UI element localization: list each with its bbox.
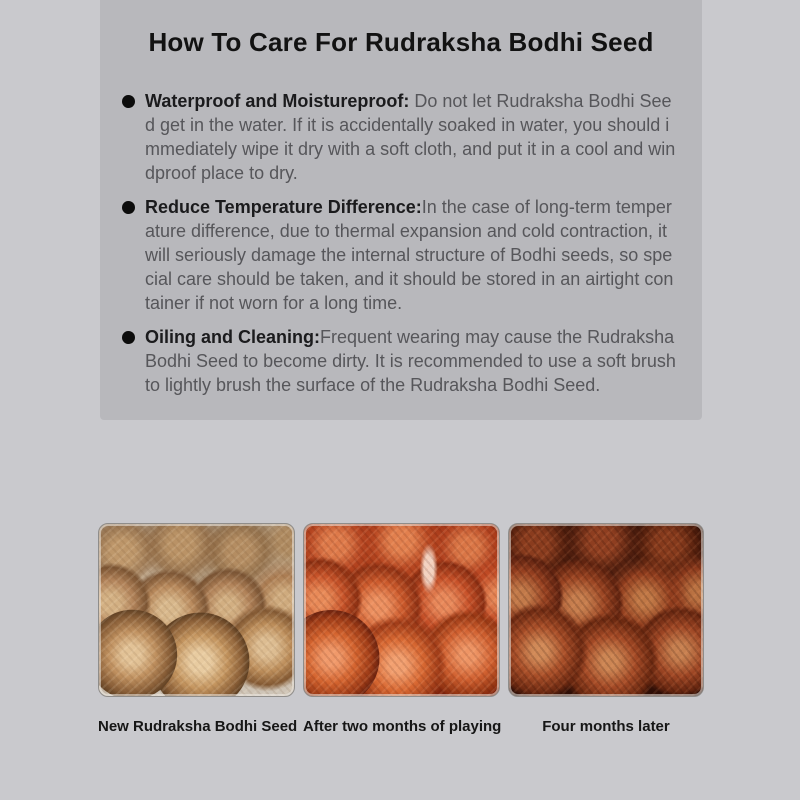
care-list — [100, 58, 702, 397]
bullet-icon — [122, 201, 135, 214]
photo-new-rudraksha-seeds — [98, 523, 295, 697]
gallery-item-two-months — [303, 523, 500, 735]
care-item-body: Frequent wearing may cause the Rudraksha Bodhi Seed to become dirty. It is recommended to use a soft brush to lightly brush the surface of the Rudraksha Bodhi Seed. — [145, 327, 676, 395]
photo-seeds-four-months-later — [508, 523, 704, 697]
photo-caption: After two months of playing — [303, 718, 502, 735]
care-item-heading: Reduce Temperature Difference: — [145, 197, 422, 217]
care-item-text — [145, 89, 678, 185]
care-item-oiling — [122, 325, 678, 397]
care-item-waterproof — [122, 89, 678, 185]
care-item-heading: Oiling and Cleaning: — [145, 327, 320, 347]
gallery-item-four-months — [508, 523, 704, 735]
gallery-item-new-seed — [98, 523, 298, 735]
care-item-temperature — [122, 195, 678, 315]
bullet-icon — [122, 95, 135, 108]
care-item-heading: Waterproof and Moistureproof: — [145, 91, 410, 111]
photo-caption: Four months later — [542, 718, 670, 735]
photo-seeds-after-two-months — [303, 523, 500, 697]
care-item-text — [145, 195, 678, 315]
page-title: How To Care For Rudraksha Bodhi Seed — [148, 27, 654, 57]
bullet-icon — [122, 331, 135, 344]
care-item-text — [145, 325, 678, 397]
care-item-body: Do not let Rudraksha Bodhi Seed get in the water. If it is accidentally soaked in water, you should immediately wipe it dry with a soft cloth, and put it in a cool and windproof place to dry. — [145, 91, 676, 183]
care-item-body: In the case of long-term temperature difference, due to thermal expansion and cold contraction, it will seriously damage the internal structure of Bodhi seeds, so special care should be taken, and it should be stored in an airtight container if not worn for a long time. — [145, 197, 674, 313]
care-instructions-panel — [100, 0, 702, 420]
photo-caption: New Rudraksha Bodhi Seed — [98, 718, 298, 735]
seed-aging-gallery — [98, 523, 704, 735]
